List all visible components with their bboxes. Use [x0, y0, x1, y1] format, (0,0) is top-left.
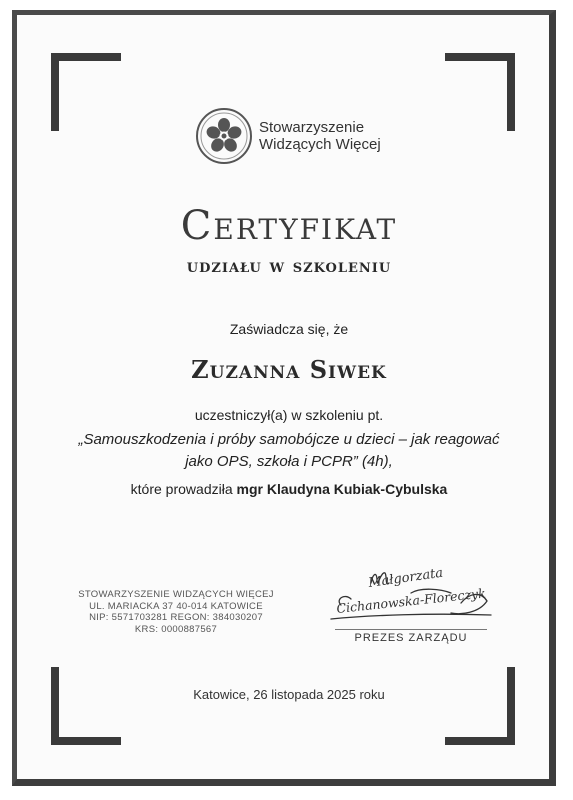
logo-text-line2: Widzących Więcej — [259, 136, 381, 153]
corner-ornament-top-left — [51, 53, 121, 131]
certificate-subtitle: udziału w szkoleniu — [186, 255, 392, 277]
svg-text:Cichanowska-Floreczyk: Cichanowska-Floreczyk — [335, 585, 487, 616]
svg-text:Małgorzata: Małgorzata — [367, 565, 445, 591]
logo-text-line1: Stowarzyszenie — [259, 119, 365, 136]
organization-logo — [195, 107, 381, 165]
recipient-name: Zuzanna Siwek — [191, 355, 387, 384]
trainer-prefix: które prowadziła — [130, 481, 233, 497]
corner-ornament-bottom-right — [445, 667, 515, 745]
org-stamp-name: STOWARZYSZENIE WIDZĄCYCH WIĘCEJ — [78, 589, 274, 600]
place-and-date: Katowice, 26 listopada 2025 roku — [193, 687, 385, 702]
corner-ornament-bottom-left — [51, 667, 121, 745]
attest-text: Zaświadcza się, że — [229, 321, 349, 337]
organization-logo-text — [259, 119, 381, 153]
participated-text: uczestniczył(a) w szkoleniu pt. — [194, 407, 384, 423]
org-stamp-nip-regon: NIP: 5571703281 REGON: 384030207 — [89, 612, 263, 623]
org-stamp-krs: KRS: 0000887567 — [134, 623, 218, 635]
organization-stamp — [69, 589, 283, 635]
course-title — [37, 429, 541, 473]
course-title-line2: jako OPS, szkoła i PCPR” (4h), — [185, 453, 393, 470]
trainer-name: mgr Klaudyna Kubiak-Cybulska — [236, 481, 448, 497]
trainer-line — [17, 481, 561, 497]
handwritten-signature — [311, 563, 501, 633]
org-stamp-address: UL. MARIACKA 37 40-014 KATOWICE — [89, 600, 263, 612]
corner-ornament-top-right — [445, 53, 515, 131]
certificate-sheet — [12, 10, 556, 786]
signature-line — [335, 629, 487, 630]
signatory-role: PREZES ZARZĄDU — [354, 632, 468, 644]
course-title-line1: „Samouszkodzenia i próby samobójcze u dzieci – jak reagować — [78, 431, 500, 448]
certificate-title: Certyfikat — [180, 203, 398, 249]
flower-logo-icon — [195, 107, 253, 165]
